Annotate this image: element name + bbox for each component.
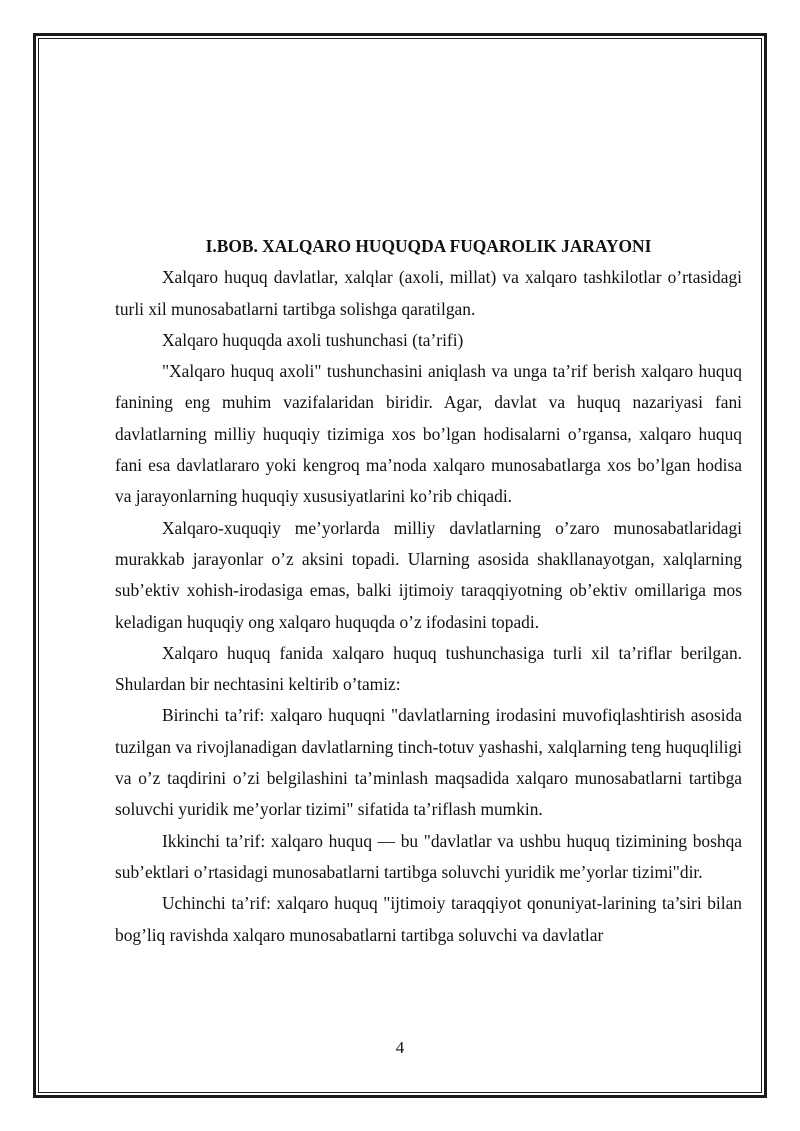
document-body: [115, 231, 742, 951]
paragraph-norms: Xalqaro-xuquqiy me’yorlarda milliy davlatlarning o’zaro munosabatlaridagi murakkab jarayonlar o’z aksini topadi. Ularning asosida shakllanayotgan, xalqlarning sub’ektiv xohish-irodasiga emas, balki ijtimoiy taraqqiyotning ob’ektiv omillariga mos keladigan huquqiy ong xalqaro huquqda o’z ifodasini topadi.: [115, 517, 742, 632]
chapter-heading: I.BOB. XALQARO HUQUQDA FUQAROLIK JARAYONI: [205, 236, 652, 256]
paragraph-definition-task: "Xalqaro huquq axoli" tushunchasini aniqlash va unga ta’rif berish xalqaro huquq fanining eng muhim vazifalaridan biridir. Agar, davlat va huquq nazariyasi fani davlatlarning milliy huquqiy tizimiga xos bo’lgan hodisalarni o’rgansa, xalqaro huquq fani esa davlatlararo yoki kengroq ma’noda xalqaro munosabatlarga xos bo’lgan hodisa va jarayonlarning huquqiy xususiyatlarini ko’rib chiqadi.: [115, 361, 742, 507]
paragraph-second-definition: Ikkinchi ta’rif: xalqaro huquq — bu "davlatlar va ushbu huquq tizimining boshqa sub’ektlari o’rtasidagi munosabatlarni tartibga soluvchi yuridik me’yorlar tizimi"dir.: [115, 830, 742, 882]
page-number: 4: [395, 1038, 405, 1057]
paragraph-subheading: Xalqaro huquqda axoli tushunchasi (ta’rifi): [162, 329, 464, 350]
paragraph-first-definition: Birinchi ta’rif: xalqaro huquqni "davlatlarning irodasini muvofiqlashtirish asosida tuzilgan va rivojlanadigan davlatlarning tinch-totuv yashashi, xalqlarning teng huquqliligi va o’z taqdirini o’zi belgilashini ta’minlash maqsadida xalqaro munosabatlarni tartibga soluvchi yuridik me’yorlar tizimi" sifatida ta’riflash mumkin.: [115, 705, 742, 820]
paragraph-definitions-intro: Xalqaro huquq fanida xalqaro huquq tushunchasiga turli xil ta’riflar berilgan. Shulardan bir nechtasini keltirib o’tamiz:: [115, 642, 742, 695]
paragraph-intro: Xalqaro huquq davlatlar, xalqlar (axoli, millat) va xalqaro tashkilotlar o’rtasidagi turli xil munosabatlarni tartibga solishga qaratilgan.: [115, 267, 742, 319]
paragraph-third-definition: Uchinchi ta’rif: xalqaro huquq "ijtimoiy taraqqiyot qonuniyat-larining ta’siri bilan bog’liq ravishda xalqaro munosabatlarni tartibga soluvchi va davlatlar: [115, 893, 742, 945]
